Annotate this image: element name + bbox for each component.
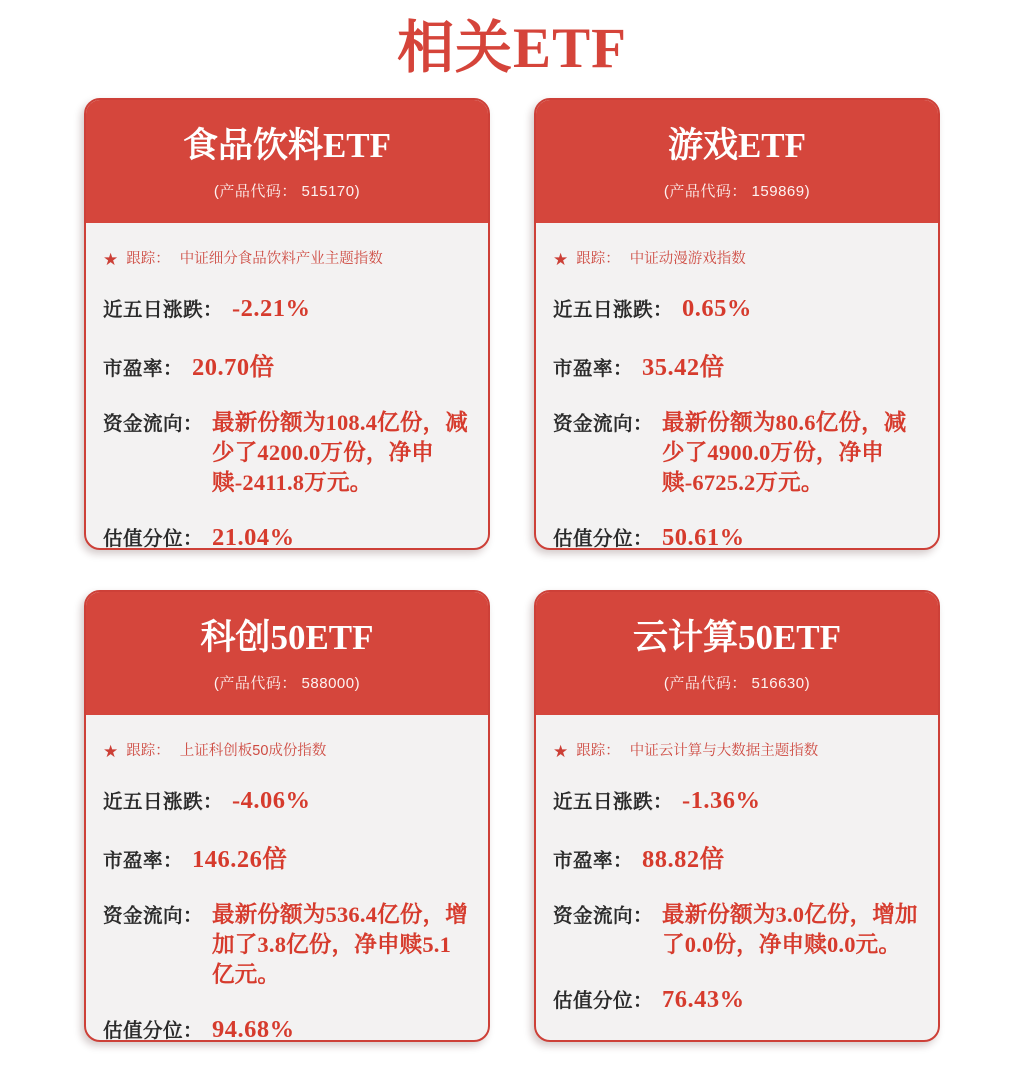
etf-name: 游戏ETF (667, 126, 807, 165)
change-5d-label: 近五日涨跌： (103, 791, 224, 813)
change-5d-label: 近五日涨跌： (103, 299, 224, 321)
pe-value: 35.42倍 (642, 354, 725, 381)
change-5d-row (103, 786, 468, 815)
card-body (86, 715, 488, 1042)
star-icon: ★ (553, 249, 569, 269)
pe-label: 市盈率： (103, 850, 184, 872)
star-icon: ★ (103, 741, 119, 761)
change-5d-value: 0.65% (682, 295, 752, 322)
tracking-label: 跟踪： (576, 251, 620, 267)
valuation-row (553, 523, 918, 550)
valuation-value: 76.43% (662, 986, 745, 1013)
pe-value: 146.26倍 (192, 846, 288, 873)
card-header (536, 100, 938, 223)
star-icon: ★ (553, 741, 569, 761)
fund-flow-value: 最新份额为108.4亿份，减少了4200.0万份，净申赎-2411.8万元。 (212, 410, 468, 495)
tracking-label: 跟踪： (126, 251, 170, 267)
card-header (536, 592, 938, 715)
pe-value: 88.82倍 (642, 846, 725, 873)
fund-flow-label: 资金流向： (103, 905, 204, 927)
pe-row (103, 348, 468, 383)
tracking-label: 跟踪： (126, 743, 170, 759)
valuation-value: 50.61% (662, 524, 745, 550)
etf-name: 科创50ETF (200, 618, 374, 657)
etf-name: 食品饮料ETF (182, 126, 392, 165)
etf-product-code: (产品代码： 588000) (213, 675, 361, 692)
change-5d-row (553, 294, 918, 323)
pe-row (553, 348, 918, 383)
card-body (536, 715, 938, 1040)
valuation-value: 94.68% (212, 1016, 295, 1042)
valuation-value: 21.04% (212, 524, 295, 550)
change-5d-row (103, 294, 468, 323)
pe-label: 市盈率： (103, 358, 184, 380)
pe-value: 20.70倍 (192, 354, 275, 381)
change-5d-value: -4.06% (232, 787, 311, 814)
tracking-index: 上证科创板50成份指数 (179, 743, 327, 759)
valuation-label: 估值分位： (553, 990, 654, 1012)
change-5d-label: 近五日涨跌： (553, 299, 674, 321)
pe-row (553, 840, 918, 875)
pe-label: 市盈率： (553, 358, 634, 380)
valuation-label: 估值分位： (553, 528, 654, 550)
card-header (86, 592, 488, 715)
etf-product-code: (产品代码： 159869) (663, 183, 811, 200)
fund-flow-label: 资金流向： (103, 413, 204, 435)
fund-flow-label: 资金流向： (553, 905, 654, 927)
change-5d-value: -2.21% (232, 295, 311, 322)
valuation-row (103, 1015, 468, 1042)
card-header (86, 100, 488, 223)
fund-flow-label: 资金流向： (553, 413, 654, 435)
change-5d-value: -1.36% (682, 787, 761, 814)
card-body (86, 223, 488, 550)
etf-card-food-beverage (84, 98, 490, 550)
valuation-row (553, 985, 918, 1014)
tracking-label: 跟踪： (576, 743, 620, 759)
etf-product-code: (产品代码： 516630) (663, 675, 811, 692)
etf-product-code: (产品代码： 515170) (213, 183, 361, 200)
tracking-row (553, 741, 918, 761)
valuation-row (103, 523, 468, 550)
tracking-index: 中证细分食品饮料产业主题指数 (179, 251, 383, 267)
tracking-index: 中证云计算与大数据主题指数 (629, 743, 819, 759)
pe-row (103, 840, 468, 875)
etf-card-game (534, 98, 940, 550)
fund-flow-value: 最新份额为3.0亿份，增加了0.0份，净申赎0.0元。 (662, 902, 918, 957)
etf-name: 云计算50ETF (632, 618, 842, 657)
page-title: 相关ETF (397, 17, 627, 80)
change-5d-row (553, 786, 918, 815)
etf-card-grid (84, 98, 940, 1042)
card-body (536, 223, 938, 550)
fund-flow-value: 最新份额为80.6亿份，减少了4900.0万份，净申赎-6725.2万元。 (662, 410, 907, 495)
change-5d-label: 近五日涨跌： (553, 791, 674, 813)
etf-card-cloud50 (534, 590, 940, 1042)
tracking-row (103, 249, 468, 269)
fund-flow-value: 最新份额为536.4亿份，增加了3.8亿份，净申赎5.1亿元。 (212, 902, 468, 987)
valuation-label: 估值分位： (103, 528, 204, 550)
fund-flow-row (553, 408, 918, 498)
fund-flow-row (553, 900, 918, 960)
star-icon: ★ (103, 249, 119, 269)
fund-flow-row (103, 408, 468, 498)
tracking-row (103, 741, 468, 761)
valuation-label: 估值分位： (103, 1020, 204, 1042)
tracking-row (553, 249, 918, 269)
tracking-index: 中证动漫游戏指数 (629, 251, 746, 267)
etf-card-star50 (84, 590, 490, 1042)
pe-label: 市盈率： (553, 850, 634, 872)
fund-flow-row (103, 900, 468, 990)
